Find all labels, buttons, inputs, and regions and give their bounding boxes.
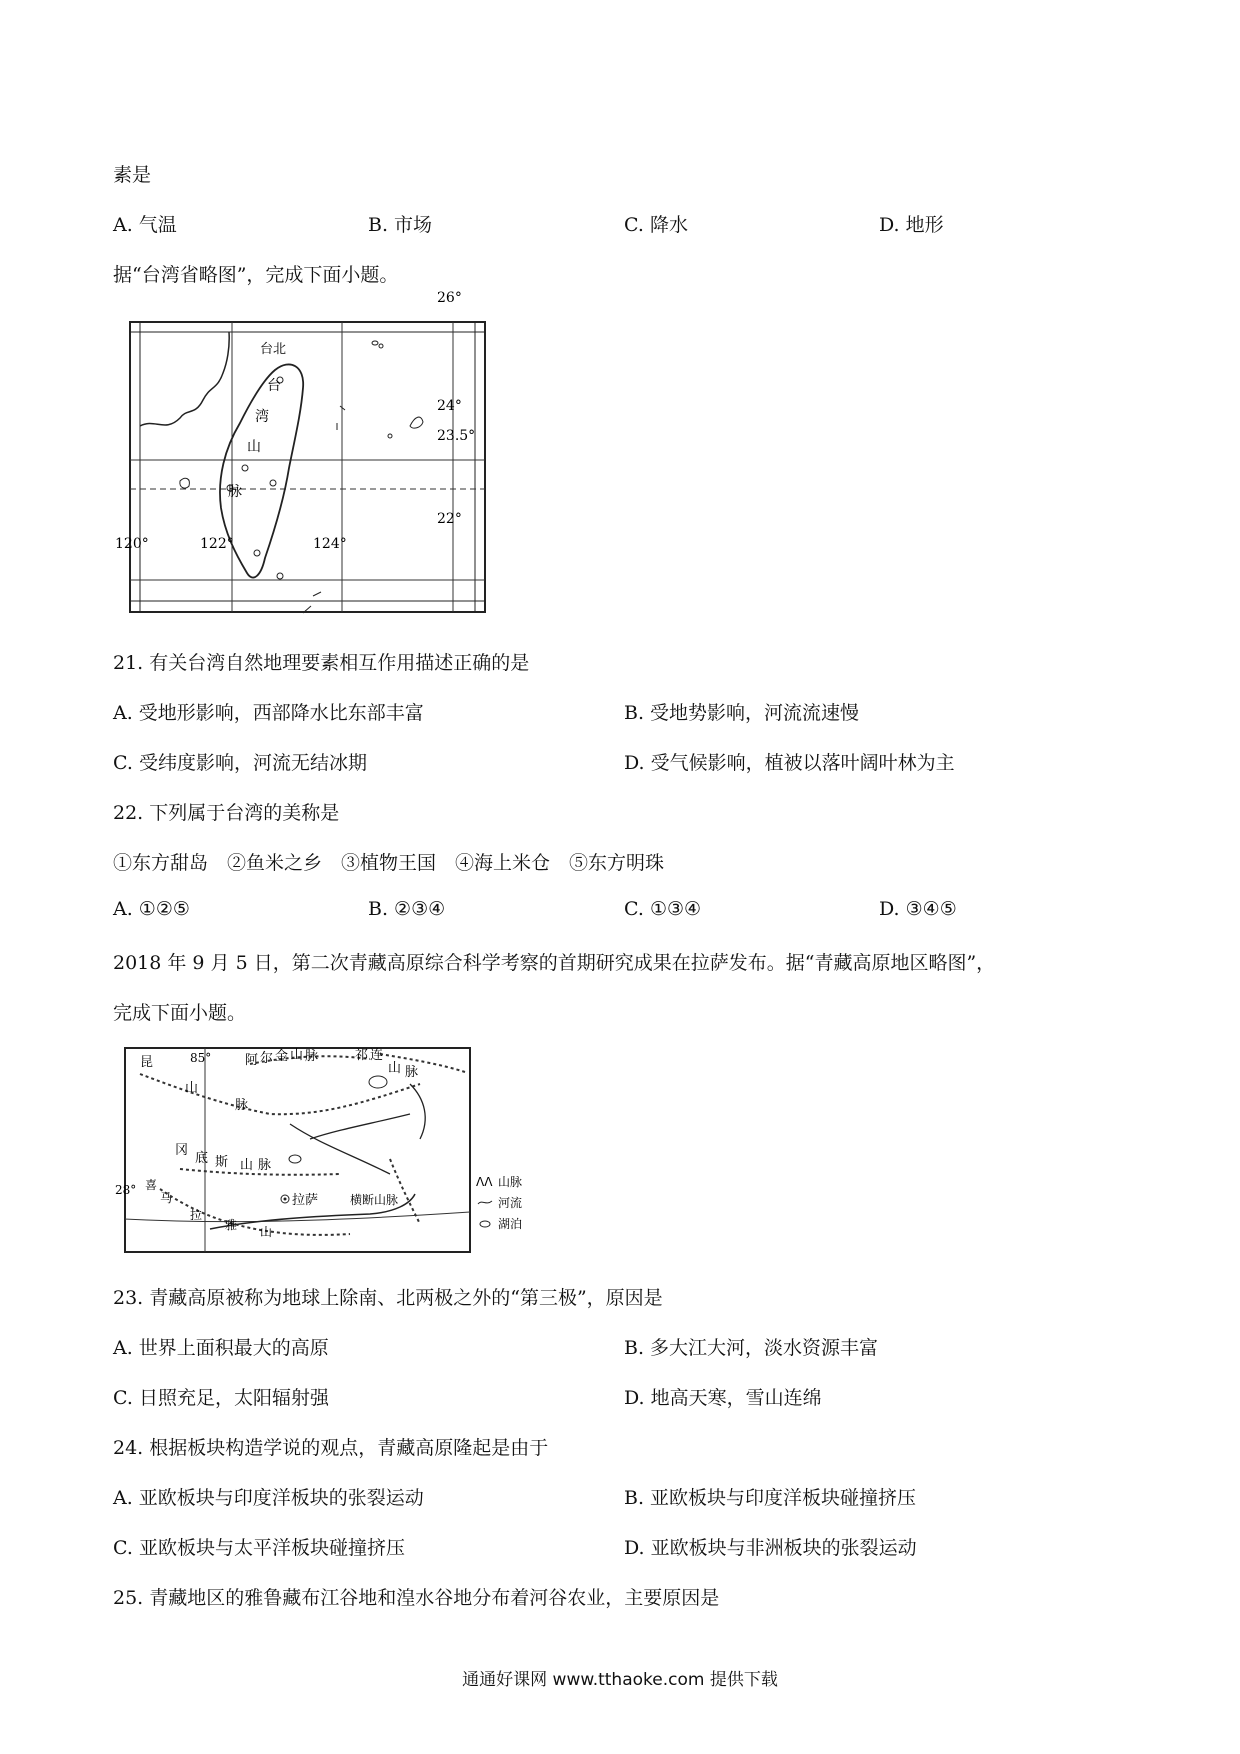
river xyxy=(410,1084,425,1139)
q22-option-c[interactable]: C. ①③④ xyxy=(624,898,702,920)
q23-option-c[interactable]: C. 日照充足，太阳辐射强 xyxy=(113,1387,329,1409)
kunlun-mountains xyxy=(140,1074,420,1114)
q20-stem-tail: 素是 xyxy=(113,164,152,186)
taiwan-map-figure xyxy=(115,290,545,618)
taiwan-place-label-mai: 脉 xyxy=(228,484,242,500)
tibet-label: 连 xyxy=(370,1048,384,1063)
tibet-label: 冈 xyxy=(175,1143,189,1158)
q20-option-c[interactable]: C. 降水 xyxy=(624,214,688,236)
lake xyxy=(289,1155,301,1163)
tibet-label: 脉 xyxy=(405,1065,419,1080)
lon-label-120: 120° xyxy=(115,536,149,552)
lon-label-85: 85° xyxy=(190,1051,212,1065)
taiwan-intro: 据“台湾省略图”，完成下面小题。 xyxy=(113,264,399,286)
tibet-label: 祁 xyxy=(355,1048,369,1063)
penghu-island xyxy=(180,478,190,488)
legend-mountain-icon: ᐱᐱ xyxy=(476,1175,493,1189)
tibet-label: 喜 xyxy=(145,1178,158,1192)
tibet-label: 山 xyxy=(185,1081,199,1096)
legend-mountain-label: 山脉 xyxy=(498,1175,523,1189)
q20-option-d[interactable]: D. 地形 xyxy=(879,214,944,236)
tibet-intro-line1: 2018 年 9 月 5 日，第二次青藏高原综合科学考察的首期研究成果在拉萨发布。据“青藏高原地区略图”， xyxy=(113,952,996,974)
q20-option-a[interactable]: A. 气温 xyxy=(113,214,177,236)
q22-option-b[interactable]: B. ②③④ xyxy=(368,898,446,920)
river xyxy=(290,1124,390,1174)
tibet-label: 马 xyxy=(160,1191,173,1205)
tibet-label: 山 xyxy=(240,1158,254,1173)
q21-option-d[interactable]: D. 受气候影响，植被以落叶阔叶林为主 xyxy=(624,752,955,774)
q20-option-b[interactable]: B. 市场 xyxy=(368,214,433,236)
q22-items: ①东方甜岛 ②鱼米之乡 ③植物王国 ④海上米仓 ⑤东方明珠 xyxy=(113,852,665,874)
q22-stem: 22. 下列属于台湾的美称是 xyxy=(113,802,340,824)
tibet-map-figure xyxy=(115,1044,540,1256)
qinghai-lake xyxy=(369,1076,387,1088)
tibet-label: 雅 xyxy=(225,1218,238,1232)
hengduan-mountains xyxy=(390,1159,420,1224)
q24-option-b[interactable]: B. 亚欧板块与印度洋板块碰撞挤压 xyxy=(624,1487,917,1509)
tibet-label: 阿 xyxy=(245,1053,259,1068)
lon-label-122: 122° xyxy=(200,536,234,552)
taiwan-place-label-taipei: 台北 xyxy=(260,342,287,357)
q21-stem: 21. 有关台湾自然地理要素相互作用描述正确的是 xyxy=(113,652,530,674)
q21-option-a[interactable]: A. 受地形影响，西部降水比东部丰富 xyxy=(113,702,424,724)
tibet-label: 昆 xyxy=(140,1055,154,1070)
lat-label-22: 22° xyxy=(437,511,462,527)
tibet-label: 脉 xyxy=(258,1158,272,1173)
lat-label-24: 24° xyxy=(437,398,462,414)
lhasa-label: 拉萨 xyxy=(292,1193,319,1208)
lat-label-23-5: 23.5° xyxy=(437,428,476,444)
tibet-label: 脉 xyxy=(305,1049,319,1064)
tibet-label: 拉 xyxy=(190,1208,203,1222)
himalaya-mountains xyxy=(160,1189,350,1235)
legend-river-icon xyxy=(478,1201,492,1204)
legend-lake-label: 湖泊 xyxy=(498,1217,523,1231)
lat-label-28: 28° xyxy=(115,1183,137,1197)
map-frame xyxy=(130,322,485,612)
tibet-label: 山 xyxy=(290,1048,304,1063)
yonaguni-island xyxy=(410,417,423,428)
q24-option-d[interactable]: D. 亚欧板块与非洲板块的张裂运动 xyxy=(624,1537,917,1559)
q21-option-c[interactable]: C. 受纬度影响，河流无结冰期 xyxy=(113,752,367,774)
q25-stem: 25. 青藏地区的雅鲁藏布江谷地和湟水谷地分布着河谷农业，主要原因是 xyxy=(113,1587,720,1609)
q23-option-d[interactable]: D. 地高天寒，雪山连绵 xyxy=(624,1387,822,1409)
lon-label-124: 124° xyxy=(313,536,347,552)
tibet-label: 尔 xyxy=(260,1051,274,1066)
q24-option-a[interactable]: A. 亚欧板块与印度洋板块的张裂运动 xyxy=(113,1487,424,1509)
legend-river-label: 河流 xyxy=(498,1196,523,1210)
q22-option-d[interactable]: D. ③④⑤ xyxy=(879,898,957,920)
tibet-label: 脉 xyxy=(235,1098,249,1113)
taiwan-place-label-wan: 湾 xyxy=(255,409,269,425)
q23-option-b[interactable]: B. 多大江大河，淡水资源丰富 xyxy=(624,1337,879,1359)
q21-option-b[interactable]: B. 受地势影响，河流流速慢 xyxy=(624,702,860,724)
q23-option-a[interactable]: A. 世界上面积最大的高原 xyxy=(113,1337,329,1359)
tibet-label: 山 xyxy=(388,1061,402,1076)
q24-option-c[interactable]: C. 亚欧板块与太平洋板块碰撞挤压 xyxy=(113,1537,405,1559)
tibet-label: 横断山脉 xyxy=(350,1193,399,1207)
taiwan-place-label-shan: 山 xyxy=(247,439,261,455)
taiwan-place-label-tai: 台 xyxy=(267,378,281,394)
tibet-label: 金 xyxy=(275,1049,289,1064)
tibet-label: 斯 xyxy=(215,1155,229,1170)
tibet-label: 底 xyxy=(195,1151,209,1166)
lat-label-26: 26° xyxy=(437,290,462,306)
legend-lake-icon xyxy=(480,1221,490,1227)
mainland-coastline xyxy=(140,332,229,426)
river xyxy=(310,1114,410,1139)
tibet-intro-line2: 完成下面小题。 xyxy=(113,1002,247,1024)
q23-stem: 23. 青藏高原被称为地球上除南、北两极之外的“第三极”，原因是 xyxy=(113,1287,663,1309)
q24-stem: 24. 根据板块构造学说的观点，青藏高原隆起是由于 xyxy=(113,1437,549,1459)
page-footer: 通通好课网 www.tthaoke.com 提供下载 xyxy=(462,1670,778,1690)
tibet-label: 山 xyxy=(260,1225,273,1239)
q22-option-a[interactable]: A. ①②⑤ xyxy=(113,898,190,920)
